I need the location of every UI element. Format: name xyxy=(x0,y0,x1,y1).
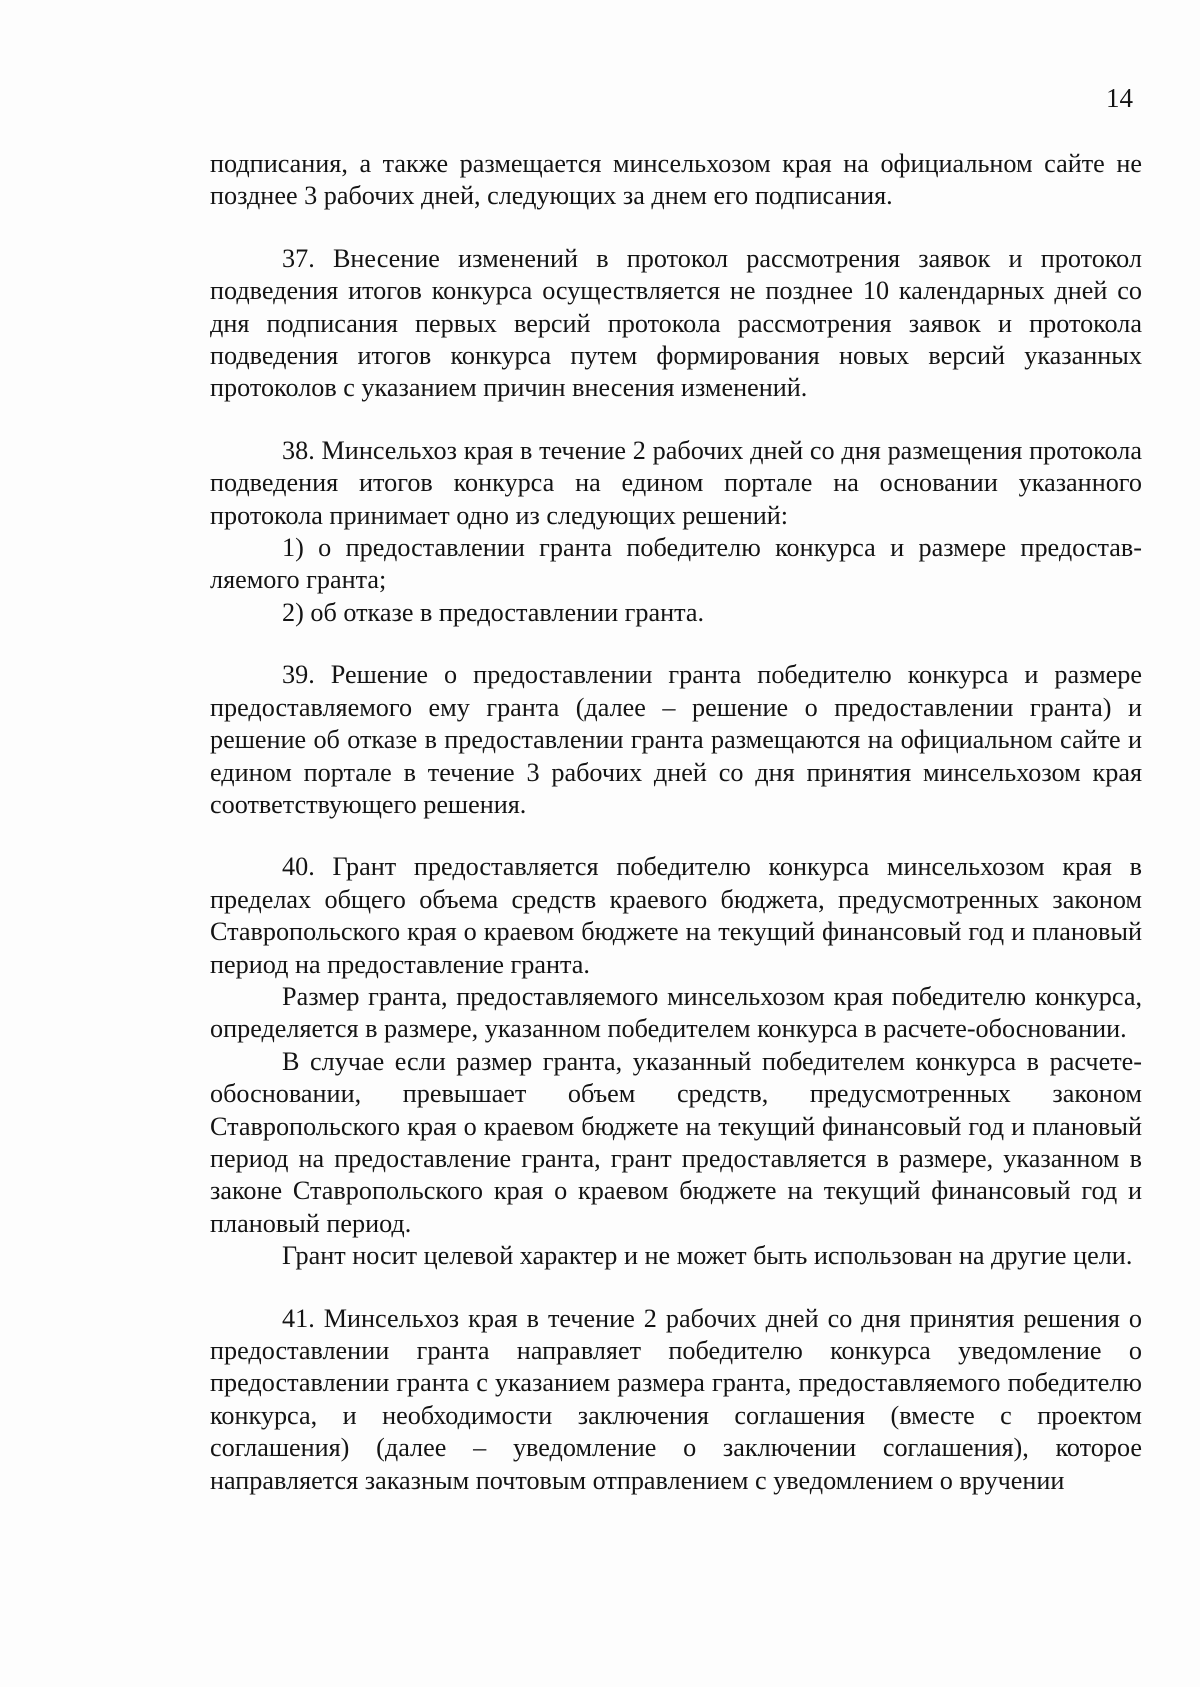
paragraph-continuation: подписания, а также размещается минсельхозом края на официальном сайте не позднее 3 рабочих дней, следующих за днем его подписания. xyxy=(210,149,1142,211)
list-item-38-1: 1) о предоставлении гранта победителю конкурса и размере предоставляемого гранта; xyxy=(210,533,1142,595)
paragraph-item-40-excess-case: В случае если размер гранта, указанный победителем конкурса в расчете-обосновании, превышает объем средств, предусмотренных законом Ставропольского края о краевом бюджете на текущий финансовый год и плановый период на предоставление гранта, грант предоставляется в размере, указанном в законе Ставропольского края о краевом бюджете на текущий финансовый год и плановый период. xyxy=(210,1046,1142,1238)
paragraph-gap xyxy=(210,405,1142,435)
document-body xyxy=(210,148,1142,1497)
paragraph-item-40-purpose: Грант носит целевой характер и не может быть использован на другие цели. xyxy=(282,1241,1133,1271)
list-item-38-2: 2) об отказе в предоставлении гранта. xyxy=(282,597,705,627)
paragraph-item-37: 37. Внесение изменений в протокол рассмотрения заявок и протокол подведения итогов конкурса осуществляется не позднее 10 календарных дней со дня подписания первых версий протокола рассмотрения заявок и протокола подведения итогов конкурса путем формирования новых версий указанных протоколов с указанием причин внесения изменений. xyxy=(210,243,1142,403)
paragraph-item-41: 41. Минсельхоз края в течение 2 рабочих дней со дня принятия решения о предоставлении гранта направляет победителю конкурса уведомление о предоставлении гранта с указанием размера гранта, предоставляемого победителю конкурса, и необходимости заключения соглашения (вместе с проектом соглашения) (далее – уведомление о заключении соглашения), которое направляется заказным почтовым отправлением с уведомлением о вручении xyxy=(210,1303,1142,1495)
paragraph-gap xyxy=(210,629,1142,659)
paragraph-gap xyxy=(210,821,1142,851)
paragraph-item-40-grant-size: Размер гранта, предоставляемого минсельхозом края победителю конкурса, определяется в размере, указанном победителем конкурса в расчете-обосновании. xyxy=(210,981,1142,1044)
paragraph-gap xyxy=(210,213,1142,243)
page-number: 14 xyxy=(1106,83,1133,113)
paragraph-gap xyxy=(210,1273,1142,1303)
paragraph-item-39: 39. Решение о предоставлении гранта победителю конкурса и размере предоставляемого ему гранта (далее – решение о предоставлении гранта) и решение об отказе в предоставлении гранта размещаются на официальном сайте и едином портале в течение 3 рабочих дней со дня принятия минсельхозом края соответствующего решения. xyxy=(210,660,1142,819)
paragraph-item-38: 38. Минсельхоз края в течение 2 рабочих дней со дня размещения протокола подведения итогов конкурса на едином портале на основании указанного протокола принимает одно из следующих решений: xyxy=(210,435,1142,530)
paragraph-item-40: 40. Грант предоставляется победителю конкурса минсельхозом края в пределах общего объема средств краевого бюджета, предусмотренных законом Ставропольского края о краевом бюджете на текущий финансовый год и плановый период на предоставление гранта. xyxy=(210,852,1142,979)
